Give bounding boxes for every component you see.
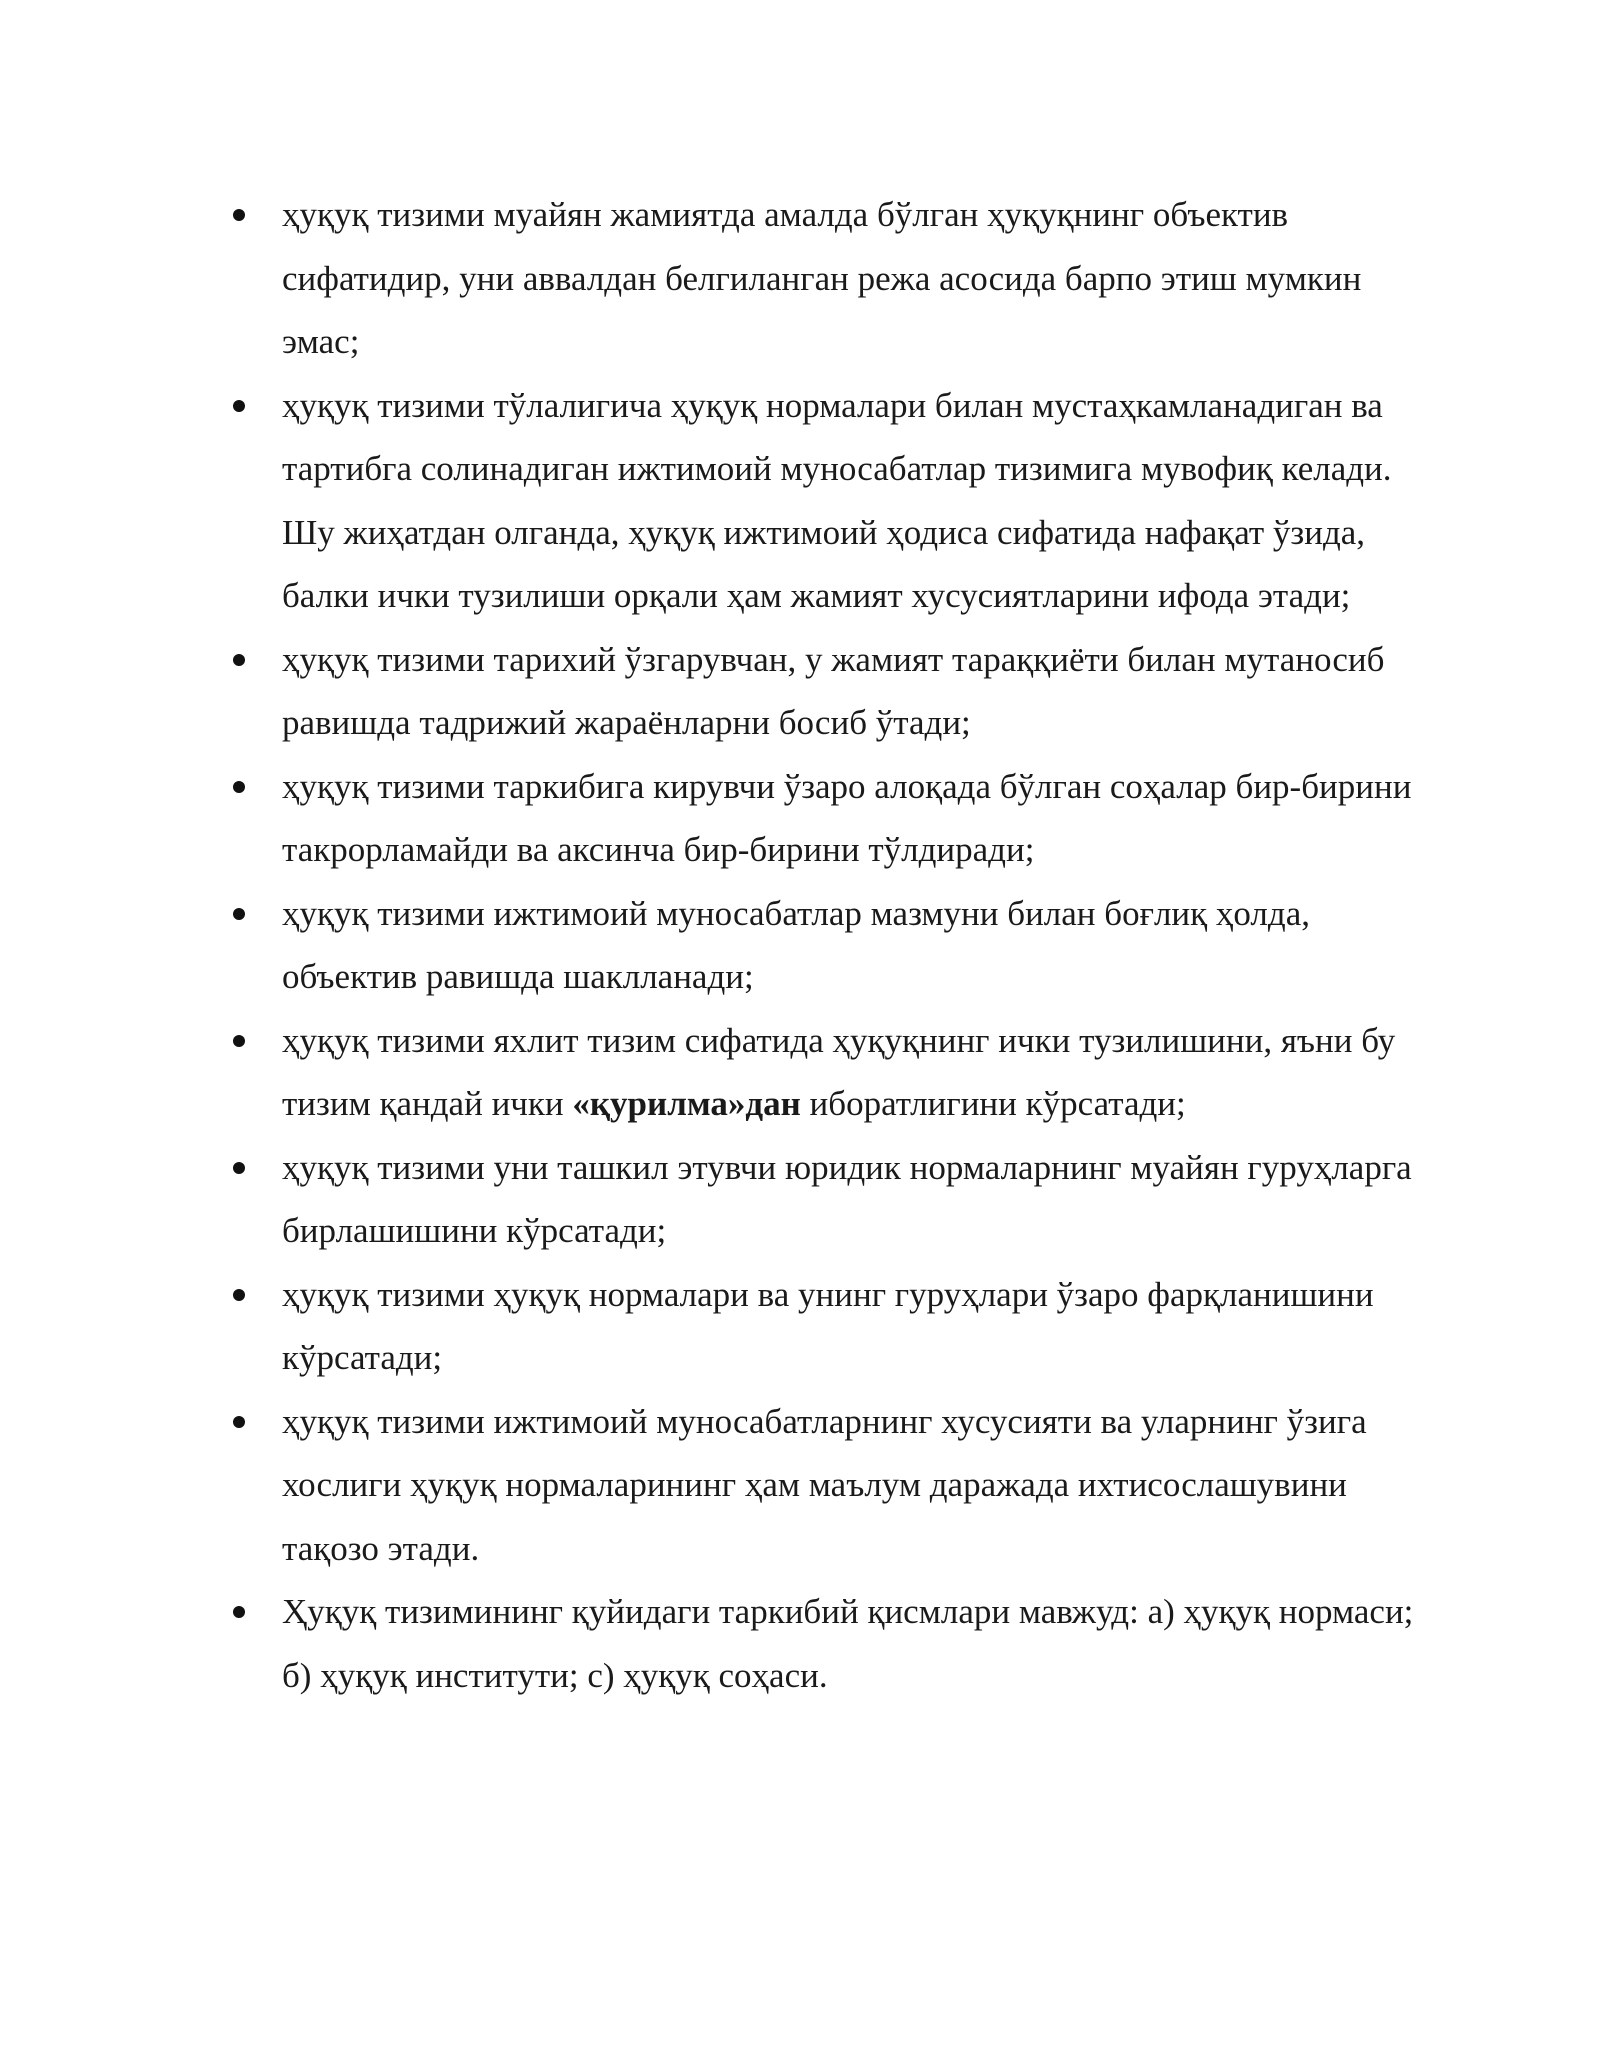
- list-item-text-before: ҳуқуқ тизими яхлит тизим сифатида ҳуқуқнинг ички тузилишини, яъни бу тизим қандай ички: [282, 1020, 1396, 1123]
- bullet-icon: [233, 781, 245, 793]
- bullet-icon: [233, 1289, 245, 1301]
- list-item: [233, 374, 1433, 628]
- list-item: [233, 755, 1433, 882]
- list-item-text: ҳуқуқ тизими ҳуқуқ нормалари ва унинг гуруҳлари ўзаро фарқланишини кўрсатади;: [282, 1274, 1374, 1377]
- bullet-icon: [233, 654, 245, 666]
- list-item-text: ҳуқуқ тизими тарихий ўзгарувчан, у жамият тараққиёти билан мутаносиб равишда тадрижий жараёнларни босиб ўтади;: [282, 639, 1385, 742]
- list-item-text: ҳуқуқ тизими ижтимоий муносабатларнинг хусусияти ва уларнинг ўзига хослиги ҳуқуқ нормаларининг ҳам маълум даражада ихтисослашувини тақозо этади.: [282, 1401, 1367, 1568]
- list-item: [233, 1136, 1433, 1263]
- list-item-text-after: иборатлигини кўрсатади;: [800, 1084, 1186, 1123]
- list-item: [233, 1263, 1433, 1390]
- list-item-text: ҳуқуқ тизими уни ташкил этувчи юридик нормаларнинг муайян гуруҳларга бирлашишини кўрсатади;: [282, 1147, 1412, 1250]
- bullet-icon: [233, 400, 245, 412]
- bullet-icon: [233, 1162, 245, 1174]
- list-item: [233, 1390, 1433, 1581]
- list-item-text: ҳуқуқ тизими муайян жамиятда амалда бўлган ҳуқуқнинг объектив сифатидир, уни аввалдан белгиланган режа асосида барпо этиш мумкин эмас;: [282, 195, 1362, 361]
- bullet-icon: [233, 1416, 245, 1428]
- list-item: [233, 1580, 1433, 1707]
- list-item-text: ҳуқуқ тизими таркибига кирувчи ўзаро алоқада бўлган соҳалар бир-бирини такрорламайди ва аксинча бир-бирини тўлдиради;: [282, 766, 1412, 869]
- list-item-text: ҳуқуқ тизими ижтимоий муносабатлар мазмуни билан боғлиқ ҳолда, объектив равишда шаклланади;: [282, 893, 1310, 996]
- list-item-text: ҳуқуқ тизими тўлалигича ҳуқуқ нормалари билан мустаҳкамланадиган ва тартибга солинадиган ижтимоий муносабатлар тизимига мувофиқ келади. Шу жиҳатдан олганда, ҳуқуқ ижтимоий ҳодиса сифатида нафақат ўзида, балки ички тузилиши орқали ҳам жамият хусусиятларини ифода этади;: [282, 385, 1392, 615]
- list-item: [233, 183, 1433, 374]
- list-item: [233, 628, 1433, 755]
- bullet-icon: [233, 1035, 245, 1047]
- bullet-icon: [233, 1606, 245, 1618]
- list-item: [233, 1009, 1433, 1136]
- bullet-list: [233, 183, 1433, 1707]
- list-item: [233, 882, 1433, 1009]
- bullet-icon: [233, 908, 245, 920]
- list-item-text-bold: «қурилма»дан: [572, 1084, 801, 1123]
- list-item-text: Ҳуқуқ тизимининг қуйидаги таркибий қисмлари мавжуд: а) ҳуқуқ нормаси; б) ҳуқуқ институти; с) ҳуқуқ соҳаси.: [282, 1592, 1414, 1695]
- bullet-icon: [233, 209, 245, 221]
